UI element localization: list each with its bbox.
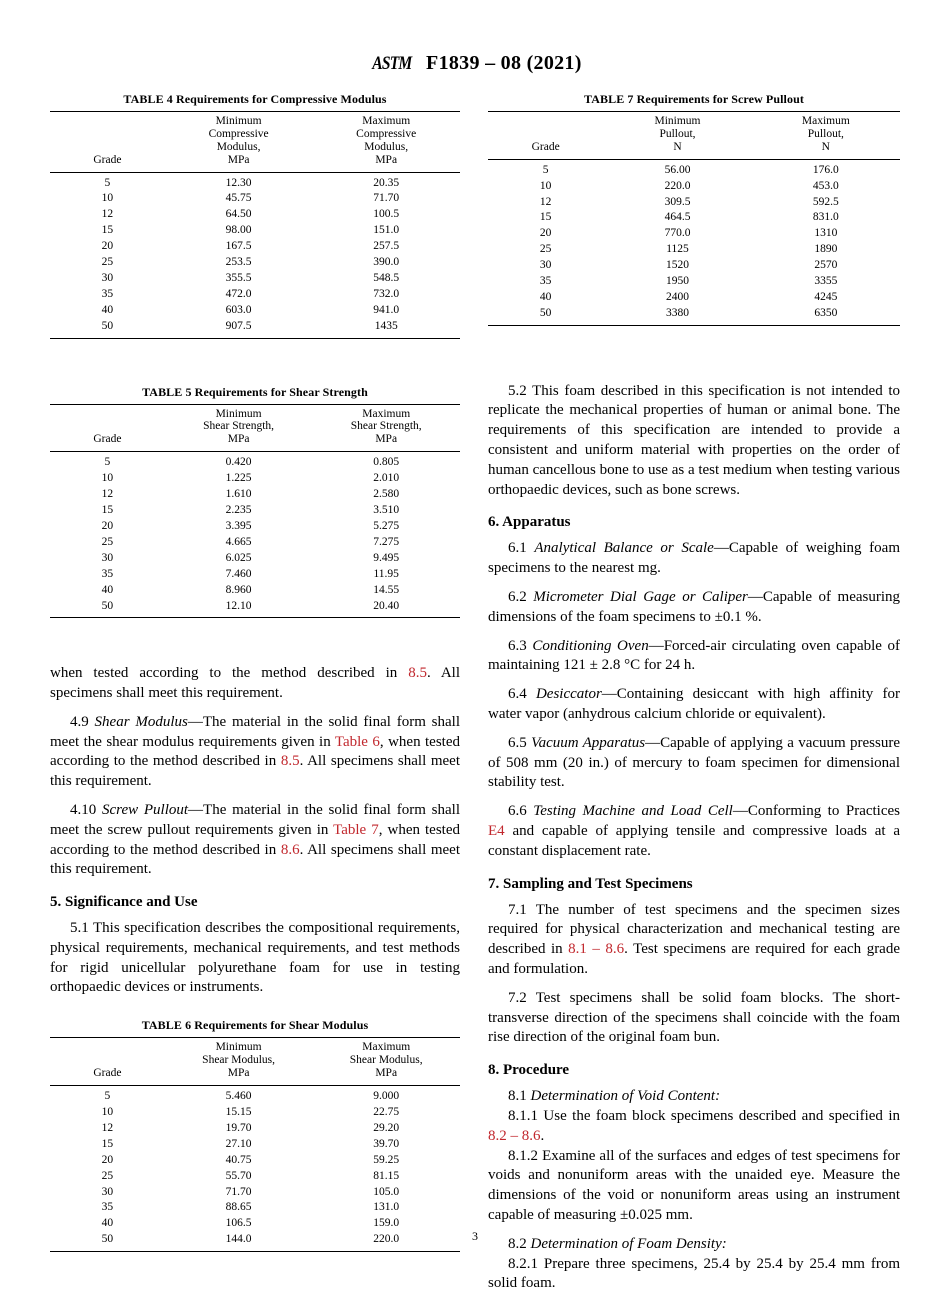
table-6-header-min: Minimum Shear Modulus, MPa (202, 1041, 276, 1080)
table-row: 5 56.00 176.0 (542, 163, 839, 176)
table-7-header-min: Minimum Pullout, N (654, 115, 701, 153)
table-4-header-max: Maximum Compressive Modulus, MPa (356, 115, 417, 166)
paragraph-8-1-2: 8.1.2 Examine all of the surfaces and edges of test specimens for voids and nonuniform areas with the unaided eye. Measure the dimensions of the void or nonuniform areas using an instrument capable of measuring ±0.025 mm. (488, 1147, 901, 1223)
table-row: 10 220.0 453.0 (539, 179, 839, 192)
table-row: 40 8.960 14.55 (101, 583, 400, 596)
table-row: 10 1.225 2.010 (101, 472, 400, 485)
table-row: 15 27.10 39.70 (101, 1137, 400, 1150)
table-row: 5 5.460 9.000 (104, 1089, 400, 1102)
table-4-header-min: Minimum Compressive Modulus, MPa (208, 115, 269, 166)
table-row: 20 40.75 59.25 (101, 1153, 400, 1166)
table-row: 15 98.00 151.0 (101, 224, 400, 237)
table-row: 40 2400 4245 (539, 291, 838, 304)
table-7-caption: TABLE 7 Requirements for Screw Pullout (584, 92, 804, 106)
table-row: 20 3.395 5.275 (101, 519, 400, 532)
paragraph-8-2: 8.2 Determination of Foam Density: (508, 1235, 727, 1252)
table-7-body (488, 159, 900, 325)
cross-ref-8-5[interactable]: 8.5 (408, 665, 427, 682)
page-header (0, 52, 950, 75)
heading-section-5: 5. Significance and Use (50, 894, 198, 911)
table-5-header-min: Minimum Shear Strength, MPa (203, 407, 275, 446)
table-4-body (50, 172, 460, 338)
cross-ref-table-6[interactable]: Table 6 (334, 733, 380, 750)
table-row: 20 770.0 1310 (539, 227, 838, 240)
paragraph-6-1: 6.1 Analytical Balance or Scale—Capable of weighing foam specimens to the nearest mg. (488, 540, 900, 577)
table-row: 12 64.50 100.5 (101, 208, 400, 221)
cross-ref-8-2-8-6[interactable]: 8.2 – 8.6 (488, 1127, 541, 1144)
table-7-header-max: Maximum Pullout, N (801, 115, 850, 153)
heading-section-7: 7. Sampling and Test Specimens (488, 875, 693, 892)
paragraph-4-10: 4.10 Screw Pullout—The material in the solid final form shall meet the screw pullout requirements given in Table 7, when tested according to the method described in 8.6. All specimens shall meet this requirement. (50, 801, 461, 878)
right-column (488, 92, 900, 1294)
table-row: 12 1.610 2.580 (101, 488, 400, 500)
table-5-header-max: Maximum Shear Strength, MPa (350, 407, 422, 446)
paragraph-8-1-1: 8.1.1 Use the foam block specimens described and specified in 8.2 – 8.6. (488, 1107, 900, 1144)
paragraph-6-6: 6.6 Testing Machine and Load Cell—Conforming to Practices E4 and capable of applying tensile and compressive loads at a constant displacement rate. (488, 803, 900, 859)
table-row: 30 355.5 548.5 (101, 272, 400, 285)
table-4-caption: TABLE 4 Requirements for Compressive Modulus (123, 92, 387, 106)
table-5-block (50, 385, 460, 619)
paragraph-6-2: 6.2 Micrometer Dial Gage or Caliper—Capable of measuring dimensions of the foam specimens to ±0.1 %. (488, 589, 901, 625)
table-row: 25 4.665 7.275 (101, 535, 400, 548)
table-row: 25 253.5 390.0 (101, 256, 400, 269)
table-row: 50 3380 6350 (488, 306, 900, 325)
table-row: 20 167.5 257.5 (101, 240, 400, 253)
page-number: 3 (472, 1229, 478, 1243)
cross-ref-8-5[interactable]: 8.5 (280, 753, 300, 770)
table-4-block (50, 92, 460, 339)
table-row: 12 19.70 29.20 (101, 1121, 400, 1134)
document-title: F1839 – 08 (2021) (426, 52, 582, 74)
table-7-header-grade: Grade (531, 140, 560, 153)
table-row: 30 71.70 105.0 (101, 1185, 400, 1198)
cross-ref-8-1-8-6[interactable]: 8.1 – 8.6 (568, 941, 625, 958)
cross-ref-e4[interactable]: E4 (488, 822, 505, 839)
heading-section-6: 6. Apparatus (488, 514, 571, 531)
table-row: 50 144.0 220.0 (50, 1232, 460, 1251)
paragraph-4-9: 4.9 Shear Modulus—The material in the solid final form shall meet the shear modulus requirements given in Table 6, when tested according to the method described in 8.5. All specimens shall meet this requirement. (50, 713, 461, 790)
table-6-caption: TABLE 6 Requirements for Shear Modulus (141, 1018, 369, 1033)
table-5-caption: TABLE 5 Requirements for Shear Strength (142, 384, 368, 399)
table-row: 35 472.0 732.0 (101, 288, 400, 301)
paragraph-7-2: 7.2 Test specimens shall be solid foam blocks. The short-transverse direction of the specimens shall coincide with the foam rise direction of the original foam bun. (488, 989, 900, 1046)
table-row: 50 12.10 20.40 (50, 598, 460, 617)
paragraph-6-3: 6.3 Conditioning Oven—Forced-air circulating oven capable of maintaining 121 ± 2.8 °C for 24 h. (488, 637, 901, 674)
table-4-header-grade: Grade (93, 153, 122, 166)
table-row: 30 6.025 9.495 (101, 551, 400, 564)
paragraph-8-1: 8.1 Determination of Void Content: (508, 1088, 721, 1105)
table-5-header-grade: Grade (93, 433, 122, 446)
table-row: 5 0.420 0.805 (104, 456, 400, 469)
table-6-header-grade: Grade (93, 1067, 122, 1080)
table-row: 35 7.460 11.95 (101, 567, 399, 580)
table-7-block (488, 92, 900, 326)
table-6-block (50, 1018, 460, 1252)
paragraph-7-1: 7.1 The number of test specimens and the specimen sizes required for physical characterization and mechanical testing are described in 8.1 – 8.6. Test specimens are required for each grade and formulation. (488, 901, 900, 977)
paragraph-5-1: 5.1 This specification describes the compositional requirements, physical requirements, mechanical requirements, and test methods for rigid unicellular polyurethane foam for use in testing orthopaedic devices or instruments. (50, 920, 460, 996)
table-6-header-max: Maximum Shear Modulus, MPa (349, 1041, 423, 1080)
table-row: 35 88.65 131.0 (101, 1201, 400, 1214)
table-row: 40 603.0 941.0 (101, 304, 400, 316)
paragraph-5-2: 5.2 This foam described in this specification is not intended to replicate the mechanical properties of human or animal bone. The requirements of this specification are intended to provide a consistent and uniform material with properties on the order of human cancellous bone to use as a test medium when testing various orthopaedic devices, such as bone screws. (488, 382, 900, 498)
table-row: 25 1125 1890 (539, 243, 838, 256)
table-row: 10 15.15 22.75 (101, 1105, 400, 1118)
astm-logo-icon: ASTM (372, 53, 412, 74)
table-7 (488, 111, 900, 326)
table-5 (50, 404, 460, 619)
paragraph-8-2-1: 8.2.1 Prepare three specimens, 25.4 by 25.4 by 25.4 mm from solid foam. (488, 1255, 900, 1292)
table-row: 30 1520 2570 (539, 259, 838, 272)
table-row: 15 464.5 831.0 (539, 211, 839, 224)
table-5-body (50, 452, 460, 618)
table-row: 25 55.70 81.15 (101, 1169, 400, 1182)
left-column (50, 92, 460, 1278)
table-4 (50, 111, 460, 339)
table-row: 5 12.30 20.35 (104, 176, 400, 189)
table-row: 40 106.5 159.0 (101, 1217, 400, 1230)
table-row: 12 309.5 592.5 (539, 195, 839, 208)
paragraph-6-5: 6.5 Vacuum Apparatus—Capable of applying a vacuum pressure of 508 mm (20 in.) of mercury to foam specimen for dimensional stability test. (488, 734, 900, 791)
table-6 (50, 1037, 460, 1252)
table-row: 15 2.235 3.510 (101, 503, 400, 516)
table-row: 10 45.75 71.70 (101, 192, 400, 205)
cross-ref-table-7[interactable]: Table 7 (333, 821, 379, 838)
table-row: 50 907.5 1435 (50, 319, 460, 338)
table-row: 35 1950 3355 (539, 275, 838, 288)
cross-ref-8-6[interactable]: 8.6 (280, 841, 300, 858)
paragraph-4-8-continued: when tested according to the method described in 8.5. All specimens shall meet this requirement. (50, 665, 460, 701)
table-6-body (50, 1085, 460, 1251)
heading-section-8: 8. Procedure (488, 1062, 570, 1079)
paragraph-6-4: 6.4 Desiccator—Containing desiccant with high affinity for water vapor (anhydrous calcium chloride or equivalent). (488, 686, 900, 722)
